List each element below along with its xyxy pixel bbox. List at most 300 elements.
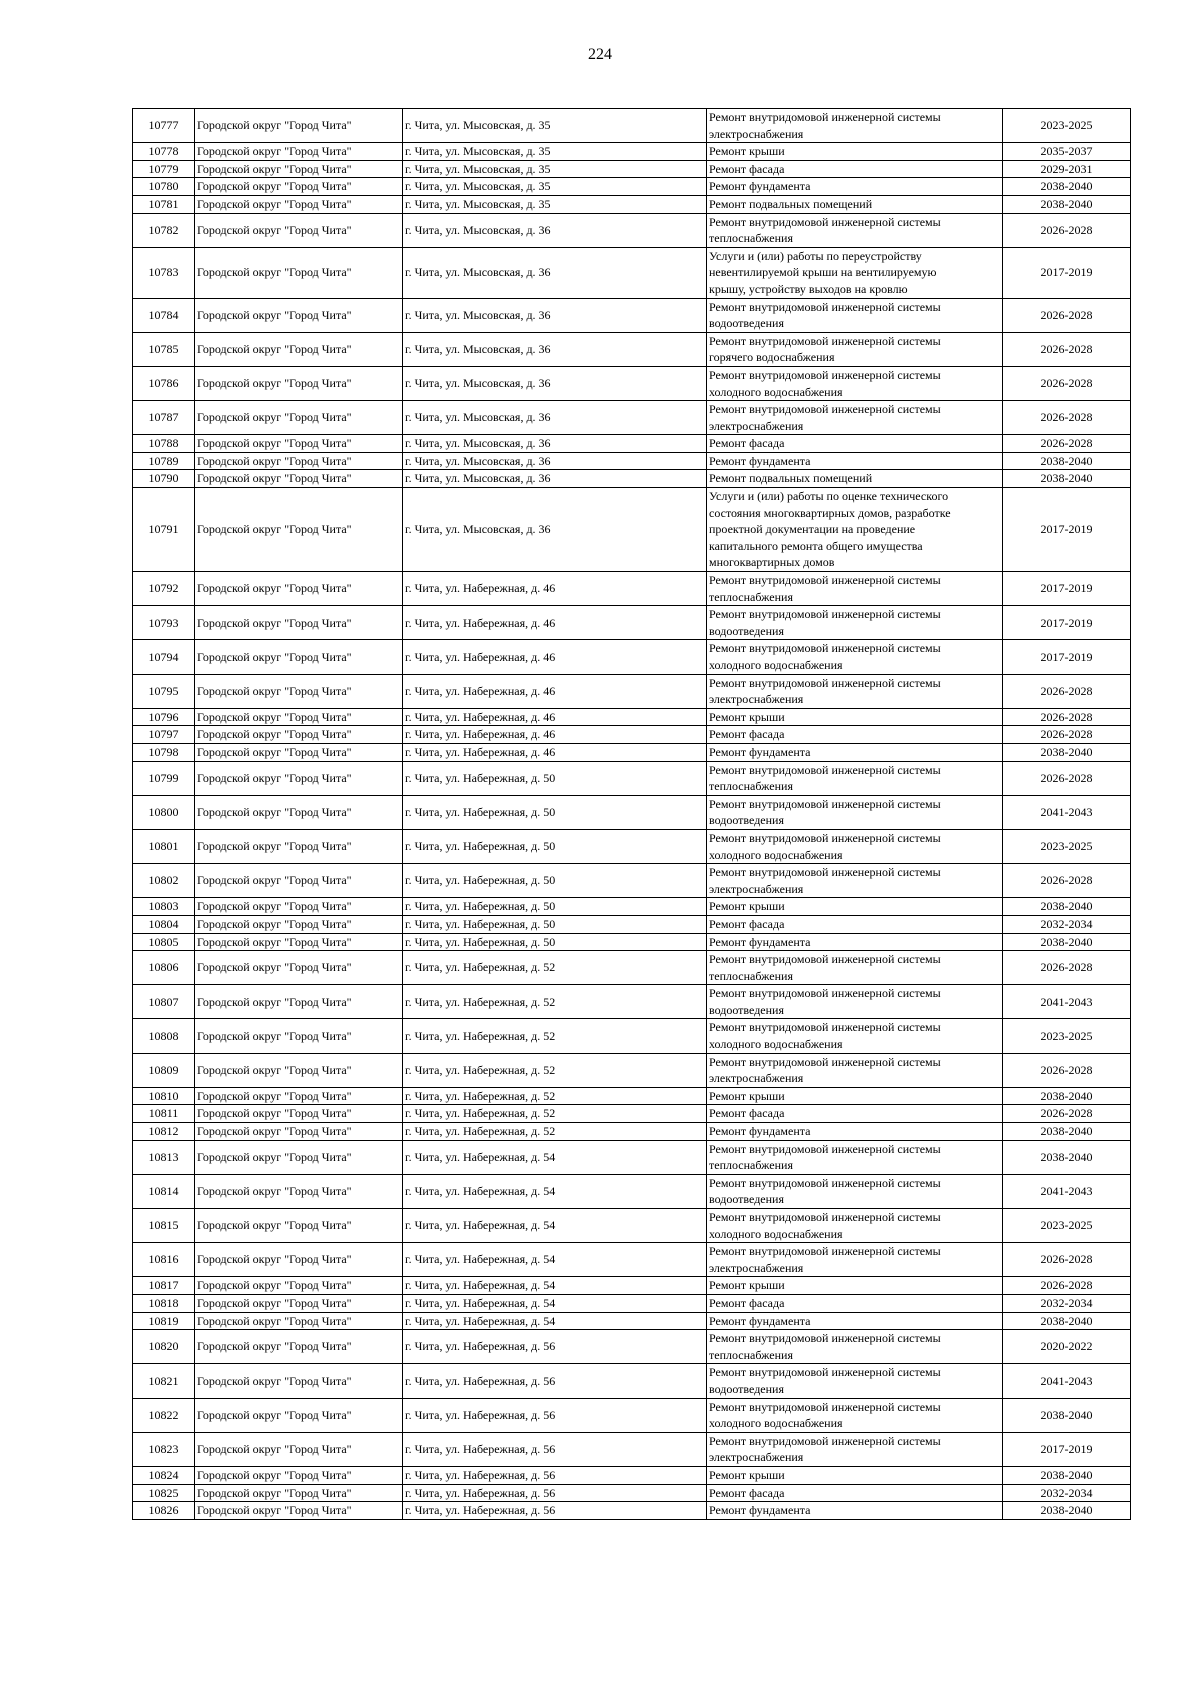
municipality-cell: Городской округ "Город Чита" xyxy=(195,178,403,196)
municipality-cell: Городской округ "Город Чита" xyxy=(195,915,403,933)
address-cell: г. Чита, ул. Мысовская, д. 36 xyxy=(403,470,707,488)
row-number-cell: 10808 xyxy=(133,1019,195,1053)
row-number-cell: 10817 xyxy=(133,1277,195,1295)
row-number-cell: 10813 xyxy=(133,1140,195,1174)
work-type-cell: Ремонт фасада xyxy=(707,726,1003,744)
table-row xyxy=(133,985,1131,1019)
period-cell: 2038-2040 xyxy=(1003,933,1131,951)
address-cell: г. Чита, ул. Набережная, д. 50 xyxy=(403,761,707,795)
address-cell: г. Чита, ул. Набережная, д. 50 xyxy=(403,829,707,863)
municipality-cell: Городской округ "Город Чита" xyxy=(195,933,403,951)
municipality-cell: Городской округ "Город Чита" xyxy=(195,143,403,161)
work-type-cell: Ремонт подвальных помещений xyxy=(707,195,1003,213)
page-number: 224 xyxy=(588,46,612,63)
table-row xyxy=(133,606,1131,640)
table-row xyxy=(133,1105,1131,1123)
municipality-cell: Городской округ "Город Чита" xyxy=(195,985,403,1019)
municipality-cell: Городской округ "Город Чита" xyxy=(195,435,403,453)
address-cell: г. Чита, ул. Набережная, д. 56 xyxy=(403,1466,707,1484)
work-type-cell: Ремонт фундамента xyxy=(707,1312,1003,1330)
municipality-cell: Городской округ "Город Чита" xyxy=(195,674,403,708)
table-row xyxy=(133,898,1131,916)
period-cell: 2035-2037 xyxy=(1003,143,1131,161)
row-number-cell: 10796 xyxy=(133,708,195,726)
work-type-cell: Ремонт внутридомовой инженерной системы теплоснабжения xyxy=(707,1140,1003,1174)
address-cell: г. Чита, ул. Набережная, д. 50 xyxy=(403,795,707,829)
municipality-cell: Городской округ "Город Чита" xyxy=(195,606,403,640)
address-cell: г. Чита, ул. Набережная, д. 46 xyxy=(403,572,707,606)
period-cell: 2023-2025 xyxy=(1003,829,1131,863)
work-type-cell: Ремонт внутридомовой инженерной системы электроснабжения xyxy=(707,1053,1003,1087)
address-cell: г. Чита, ул. Набережная, д. 56 xyxy=(403,1364,707,1398)
work-type-cell: Ремонт фасада xyxy=(707,915,1003,933)
table-row xyxy=(133,572,1131,606)
period-cell: 2032-2034 xyxy=(1003,1294,1131,1312)
period-cell: 2038-2040 xyxy=(1003,178,1131,196)
address-cell: г. Чита, ул. Набережная, д. 46 xyxy=(403,708,707,726)
table-row xyxy=(133,933,1131,951)
work-type-cell: Ремонт крыши xyxy=(707,143,1003,161)
address-cell: г. Чита, ул. Мысовская, д. 36 xyxy=(403,452,707,470)
table-row xyxy=(133,1277,1131,1295)
period-cell: 2026-2028 xyxy=(1003,1277,1131,1295)
address-cell: г. Чита, ул. Мысовская, д. 36 xyxy=(403,435,707,453)
period-cell: 2026-2028 xyxy=(1003,1105,1131,1123)
municipality-cell: Городской округ "Город Чита" xyxy=(195,829,403,863)
work-type-cell: Ремонт внутридомовой инженерной системы водоотведения xyxy=(707,795,1003,829)
address-cell: г. Чита, ул. Мысовская, д. 35 xyxy=(403,178,707,196)
address-cell: г. Чита, ул. Набережная, д. 52 xyxy=(403,1053,707,1087)
row-number-cell: 10785 xyxy=(133,332,195,366)
table-row xyxy=(133,1140,1131,1174)
period-cell: 2026-2028 xyxy=(1003,951,1131,985)
work-type-cell: Ремонт внутридомовой инженерной системы электроснабжения xyxy=(707,1243,1003,1277)
municipality-cell: Городской округ "Город Чита" xyxy=(195,1053,403,1087)
period-cell: 2017-2019 xyxy=(1003,606,1131,640)
municipality-cell: Городской округ "Город Чита" xyxy=(195,1140,403,1174)
table-row xyxy=(133,143,1131,161)
address-cell: г. Чита, ул. Мысовская, д. 35 xyxy=(403,109,707,143)
municipality-cell: Городской округ "Город Чита" xyxy=(195,898,403,916)
address-cell: г. Чита, ул. Набережная, д. 56 xyxy=(403,1484,707,1502)
work-type-cell: Ремонт внутридомовой инженерной системы электроснабжения xyxy=(707,864,1003,898)
row-number-cell: 10788 xyxy=(133,435,195,453)
municipality-cell: Городской округ "Город Чита" xyxy=(195,1330,403,1364)
row-number-cell: 10789 xyxy=(133,452,195,470)
period-cell: 2026-2028 xyxy=(1003,366,1131,400)
municipality-cell: Городской округ "Город Чита" xyxy=(195,366,403,400)
table-row xyxy=(133,178,1131,196)
table-row xyxy=(133,1484,1131,1502)
table-row xyxy=(133,795,1131,829)
work-type-cell: Ремонт внутридомовой инженерной системы горячего водоснабжения xyxy=(707,332,1003,366)
municipality-cell: Городской округ "Город Чита" xyxy=(195,708,403,726)
municipality-cell: Городской округ "Город Чита" xyxy=(195,1105,403,1123)
address-cell: г. Чита, ул. Мысовская, д. 36 xyxy=(403,332,707,366)
work-type-cell: Ремонт внутридомовой инженерной системы холодного водоснабжения xyxy=(707,1209,1003,1243)
table-row xyxy=(133,1330,1131,1364)
municipality-cell: Городской округ "Город Чита" xyxy=(195,1398,403,1432)
row-number-cell: 10818 xyxy=(133,1294,195,1312)
row-number-cell: 10820 xyxy=(133,1330,195,1364)
work-type-cell: Ремонт крыши xyxy=(707,898,1003,916)
row-number-cell: 10787 xyxy=(133,401,195,435)
period-cell: 2026-2028 xyxy=(1003,435,1131,453)
work-type-cell: Ремонт внутридомовой инженерной системы теплоснабжения xyxy=(707,761,1003,795)
municipality-cell: Городской округ "Город Чита" xyxy=(195,1019,403,1053)
row-number-cell: 10783 xyxy=(133,247,195,298)
work-type-cell: Ремонт фундамента xyxy=(707,1502,1003,1520)
period-cell: 2038-2040 xyxy=(1003,1312,1131,1330)
period-cell: 2038-2040 xyxy=(1003,195,1131,213)
address-cell: г. Чита, ул. Набережная, д. 52 xyxy=(403,951,707,985)
work-type-cell: Ремонт внутридомовой инженерной системы водоотведения xyxy=(707,1174,1003,1208)
period-cell: 2026-2028 xyxy=(1003,1243,1131,1277)
work-type-cell: Ремонт внутридомовой инженерной системы теплоснабжения xyxy=(707,572,1003,606)
period-cell: 2041-2043 xyxy=(1003,795,1131,829)
row-number-cell: 10803 xyxy=(133,898,195,916)
address-cell: г. Чита, ул. Набережная, д. 52 xyxy=(403,1105,707,1123)
municipality-cell: Городской округ "Город Чита" xyxy=(195,761,403,795)
work-type-cell: Ремонт внутридомовой инженерной системы холодного водоснабжения xyxy=(707,1398,1003,1432)
table-row xyxy=(133,1174,1131,1208)
work-type-cell: Ремонт фундамента xyxy=(707,1123,1003,1141)
table-row xyxy=(133,470,1131,488)
municipality-cell: Городской округ "Город Чита" xyxy=(195,160,403,178)
row-number-cell: 10790 xyxy=(133,470,195,488)
municipality-cell: Городской округ "Город Чита" xyxy=(195,195,403,213)
table-row xyxy=(133,640,1131,674)
period-cell: 2026-2028 xyxy=(1003,726,1131,744)
address-cell: г. Чита, ул. Набережная, д. 52 xyxy=(403,1123,707,1141)
work-type-cell: Ремонт внутридомовой инженерной системы холодного водоснабжения xyxy=(707,366,1003,400)
municipality-cell: Городской округ "Город Чита" xyxy=(195,1174,403,1208)
work-type-cell: Ремонт фасада xyxy=(707,435,1003,453)
address-cell: г. Чита, ул. Набережная, д. 54 xyxy=(403,1174,707,1208)
table-row xyxy=(133,1364,1131,1398)
address-cell: г. Чита, ул. Набережная, д. 54 xyxy=(403,1209,707,1243)
period-cell: 2026-2028 xyxy=(1003,332,1131,366)
address-cell: г. Чита, ул. Набережная, д. 46 xyxy=(403,743,707,761)
table-row xyxy=(133,160,1131,178)
period-cell: 2026-2028 xyxy=(1003,674,1131,708)
period-cell: 2038-2040 xyxy=(1003,1466,1131,1484)
address-cell: г. Чита, ул. Мысовская, д. 36 xyxy=(403,488,707,572)
row-number-cell: 10809 xyxy=(133,1053,195,1087)
municipality-cell: Городской округ "Город Чита" xyxy=(195,452,403,470)
row-number-cell: 10791 xyxy=(133,488,195,572)
table-row xyxy=(133,708,1131,726)
row-number-cell: 10799 xyxy=(133,761,195,795)
period-cell: 2026-2028 xyxy=(1003,1053,1131,1087)
row-number-cell: 10807 xyxy=(133,985,195,1019)
municipality-cell: Городской округ "Город Чита" xyxy=(195,401,403,435)
period-cell: 2038-2040 xyxy=(1003,1502,1131,1520)
table-row xyxy=(133,452,1131,470)
table-body xyxy=(133,109,1131,1520)
period-cell: 2038-2040 xyxy=(1003,898,1131,916)
period-cell: 2026-2028 xyxy=(1003,708,1131,726)
address-cell: г. Чита, ул. Мысовская, д. 36 xyxy=(403,213,707,247)
period-cell: 2017-2019 xyxy=(1003,572,1131,606)
table-row xyxy=(133,1123,1131,1141)
table-row xyxy=(133,488,1131,572)
table-row xyxy=(133,1243,1131,1277)
period-cell: 2020-2022 xyxy=(1003,1330,1131,1364)
address-cell: г. Чита, ул. Набережная, д. 56 xyxy=(403,1432,707,1466)
row-number-cell: 10777 xyxy=(133,109,195,143)
period-cell: 2023-2025 xyxy=(1003,1019,1131,1053)
work-type-cell: Ремонт крыши xyxy=(707,1087,1003,1105)
work-type-cell: Ремонт внутридомовой инженерной системы водоотведения xyxy=(707,606,1003,640)
table-row xyxy=(133,195,1131,213)
row-number-cell: 10802 xyxy=(133,864,195,898)
row-number-cell: 10795 xyxy=(133,674,195,708)
row-number-cell: 10782 xyxy=(133,213,195,247)
table-row xyxy=(133,951,1131,985)
row-number-cell: 10812 xyxy=(133,1123,195,1141)
municipality-cell: Городской округ "Город Чита" xyxy=(195,726,403,744)
row-number-cell: 10811 xyxy=(133,1105,195,1123)
row-number-cell: 10804 xyxy=(133,915,195,933)
table-row xyxy=(133,864,1131,898)
address-cell: г. Чита, ул. Мысовская, д. 35 xyxy=(403,143,707,161)
municipality-cell: Городской округ "Город Чита" xyxy=(195,488,403,572)
address-cell: г. Чита, ул. Набережная, д. 50 xyxy=(403,864,707,898)
address-cell: г. Чита, ул. Набережная, д. 50 xyxy=(403,933,707,951)
table-row xyxy=(133,401,1131,435)
address-cell: г. Чита, ул. Набережная, д. 46 xyxy=(403,606,707,640)
period-cell: 2038-2040 xyxy=(1003,470,1131,488)
table-row xyxy=(133,915,1131,933)
row-number-cell: 10810 xyxy=(133,1087,195,1105)
row-number-cell: 10815 xyxy=(133,1209,195,1243)
row-number-cell: 10780 xyxy=(133,178,195,196)
municipality-cell: Городской округ "Город Чита" xyxy=(195,1432,403,1466)
period-cell: 2026-2028 xyxy=(1003,761,1131,795)
row-number-cell: 10793 xyxy=(133,606,195,640)
period-cell: 2017-2019 xyxy=(1003,1432,1131,1466)
row-number-cell: 10778 xyxy=(133,143,195,161)
work-type-cell: Ремонт фасада xyxy=(707,1484,1003,1502)
municipality-cell: Городской округ "Город Чита" xyxy=(195,213,403,247)
row-number-cell: 10806 xyxy=(133,951,195,985)
table-row xyxy=(133,761,1131,795)
row-number-cell: 10798 xyxy=(133,743,195,761)
table-row xyxy=(133,366,1131,400)
period-cell: 2026-2028 xyxy=(1003,213,1131,247)
table-row xyxy=(133,109,1131,143)
period-cell: 2041-2043 xyxy=(1003,985,1131,1019)
work-type-cell: Ремонт внутридомовой инженерной системы холодного водоснабжения xyxy=(707,640,1003,674)
work-type-cell: Ремонт внутридомовой инженерной системы электроснабжения xyxy=(707,1432,1003,1466)
period-cell: 2023-2025 xyxy=(1003,1209,1131,1243)
work-type-cell: Ремонт внутридомовой инженерной системы теплоснабжения xyxy=(707,1330,1003,1364)
row-number-cell: 10786 xyxy=(133,366,195,400)
municipality-cell: Городской округ "Город Чита" xyxy=(195,743,403,761)
address-cell: г. Чита, ул. Набережная, д. 46 xyxy=(403,726,707,744)
municipality-cell: Городской округ "Город Чита" xyxy=(195,1277,403,1295)
work-type-cell: Услуги и (или) работы по оценке технического состояния многоквартирных домов, разработке проектной документации на проведение капитального ремонта общего имущества многоквартирных домов xyxy=(707,488,1003,572)
work-type-cell: Ремонт внутридомовой инженерной системы водоотведения xyxy=(707,985,1003,1019)
municipality-cell: Городской округ "Город Чита" xyxy=(195,1484,403,1502)
municipality-cell: Городской округ "Город Чита" xyxy=(195,470,403,488)
address-cell: г. Чита, ул. Мысовская, д. 35 xyxy=(403,160,707,178)
municipality-cell: Городской округ "Город Чита" xyxy=(195,247,403,298)
work-type-cell: Ремонт внутридомовой инженерной системы водоотведения xyxy=(707,1364,1003,1398)
period-cell: 2017-2019 xyxy=(1003,247,1131,298)
address-cell: г. Чита, ул. Набережная, д. 50 xyxy=(403,898,707,916)
table-row xyxy=(133,1053,1131,1087)
period-cell: 2038-2040 xyxy=(1003,1123,1131,1141)
period-cell: 2041-2043 xyxy=(1003,1174,1131,1208)
period-cell: 2041-2043 xyxy=(1003,1364,1131,1398)
row-number-cell: 10781 xyxy=(133,195,195,213)
table-row xyxy=(133,743,1131,761)
municipality-cell: Городской округ "Город Чита" xyxy=(195,1364,403,1398)
municipality-cell: Городской округ "Город Чита" xyxy=(195,1502,403,1520)
row-number-cell: 10816 xyxy=(133,1243,195,1277)
row-number-cell: 10805 xyxy=(133,933,195,951)
period-cell: 2026-2028 xyxy=(1003,401,1131,435)
table-row xyxy=(133,1294,1131,1312)
table-row xyxy=(133,1019,1131,1053)
table-row xyxy=(133,1087,1131,1105)
work-type-cell: Ремонт подвальных помещений xyxy=(707,470,1003,488)
work-type-cell: Ремонт крыши xyxy=(707,1277,1003,1295)
address-cell: г. Чита, ул. Набережная, д. 56 xyxy=(403,1398,707,1432)
table-row xyxy=(133,1432,1131,1466)
municipality-cell: Городской округ "Город Чита" xyxy=(195,109,403,143)
period-cell: 2038-2040 xyxy=(1003,452,1131,470)
table-row xyxy=(133,674,1131,708)
row-number-cell: 10794 xyxy=(133,640,195,674)
municipality-cell: Городской округ "Город Чита" xyxy=(195,640,403,674)
work-type-cell: Ремонт внутридомовой инженерной системы холодного водоснабжения xyxy=(707,829,1003,863)
table-row xyxy=(133,1209,1131,1243)
row-number-cell: 10797 xyxy=(133,726,195,744)
work-type-cell: Ремонт фасада xyxy=(707,160,1003,178)
table-row xyxy=(133,1312,1131,1330)
row-number-cell: 10821 xyxy=(133,1364,195,1398)
work-type-cell: Ремонт внутридомовой инженерной системы водоотведения xyxy=(707,298,1003,332)
period-cell: 2017-2019 xyxy=(1003,640,1131,674)
period-cell: 2032-2034 xyxy=(1003,1484,1131,1502)
work-type-cell: Ремонт внутридомовой инженерной системы холодного водоснабжения xyxy=(707,1019,1003,1053)
period-cell: 2038-2040 xyxy=(1003,1398,1131,1432)
address-cell: г. Чита, ул. Набережная, д. 52 xyxy=(403,1087,707,1105)
period-cell: 2023-2025 xyxy=(1003,109,1131,143)
row-number-cell: 10800 xyxy=(133,795,195,829)
table-row xyxy=(133,829,1131,863)
period-cell: 2026-2028 xyxy=(1003,298,1131,332)
row-number-cell: 10801 xyxy=(133,829,195,863)
row-number-cell: 10779 xyxy=(133,160,195,178)
address-cell: г. Чита, ул. Набережная, д. 54 xyxy=(403,1140,707,1174)
row-number-cell: 10784 xyxy=(133,298,195,332)
address-cell: г. Чита, ул. Набережная, д. 50 xyxy=(403,915,707,933)
municipality-cell: Городской округ "Город Чита" xyxy=(195,332,403,366)
row-number-cell: 10822 xyxy=(133,1398,195,1432)
table-row xyxy=(133,213,1131,247)
work-type-cell: Ремонт фундамента xyxy=(707,743,1003,761)
municipality-cell: Городской округ "Город Чита" xyxy=(195,1087,403,1105)
address-cell: г. Чита, ул. Набережная, д. 56 xyxy=(403,1330,707,1364)
work-type-cell: Ремонт внутридомовой инженерной системы теплоснабжения xyxy=(707,951,1003,985)
work-type-cell: Ремонт фасада xyxy=(707,1105,1003,1123)
work-type-cell: Ремонт внутридомовой инженерной системы электроснабжения xyxy=(707,109,1003,143)
table-row xyxy=(133,726,1131,744)
work-type-cell: Услуги и (или) работы по переустройству невентилируемой крыши на вентилируемую крышу, устройству выходов на кровлю xyxy=(707,247,1003,298)
address-cell: г. Чита, ул. Набережная, д. 56 xyxy=(403,1502,707,1520)
work-type-cell: Ремонт внутридомовой инженерной системы теплоснабжения xyxy=(707,213,1003,247)
address-cell: г. Чита, ул. Набережная, д. 54 xyxy=(403,1294,707,1312)
row-number-cell: 10792 xyxy=(133,572,195,606)
row-number-cell: 10826 xyxy=(133,1502,195,1520)
municipality-cell: Городской округ "Город Чита" xyxy=(195,572,403,606)
address-cell: г. Чита, ул. Мысовская, д. 35 xyxy=(403,195,707,213)
repair-schedule-table xyxy=(132,108,1131,1520)
municipality-cell: Городской округ "Город Чита" xyxy=(195,951,403,985)
table-row xyxy=(133,332,1131,366)
address-cell: г. Чита, ул. Набережная, д. 54 xyxy=(403,1277,707,1295)
table-row xyxy=(133,1398,1131,1432)
work-type-cell: Ремонт фундамента xyxy=(707,452,1003,470)
municipality-cell: Городской округ "Город Чита" xyxy=(195,864,403,898)
address-cell: г. Чита, ул. Мысовская, д. 36 xyxy=(403,401,707,435)
row-number-cell: 10823 xyxy=(133,1432,195,1466)
address-cell: г. Чита, ул. Набережная, д. 46 xyxy=(403,640,707,674)
municipality-cell: Городской округ "Город Чита" xyxy=(195,1312,403,1330)
work-type-cell: Ремонт фундамента xyxy=(707,933,1003,951)
period-cell: 2029-2031 xyxy=(1003,160,1131,178)
row-number-cell: 10819 xyxy=(133,1312,195,1330)
municipality-cell: Городской округ "Город Чита" xyxy=(195,1243,403,1277)
address-cell: г. Чита, ул. Набережная, д. 54 xyxy=(403,1312,707,1330)
work-type-cell: Ремонт крыши xyxy=(707,1466,1003,1484)
work-type-cell: Ремонт внутридомовой инженерной системы электроснабжения xyxy=(707,401,1003,435)
municipality-cell: Городской округ "Город Чита" xyxy=(195,298,403,332)
period-cell: 2017-2019 xyxy=(1003,488,1131,572)
row-number-cell: 10814 xyxy=(133,1174,195,1208)
work-type-cell: Ремонт фундамента xyxy=(707,178,1003,196)
municipality-cell: Городской округ "Город Чита" xyxy=(195,795,403,829)
work-type-cell: Ремонт внутридомовой инженерной системы электроснабжения xyxy=(707,674,1003,708)
work-type-cell: Ремонт фасада xyxy=(707,1294,1003,1312)
municipality-cell: Городской округ "Город Чита" xyxy=(195,1294,403,1312)
table-row xyxy=(133,298,1131,332)
period-cell: 2038-2040 xyxy=(1003,1140,1131,1174)
municipality-cell: Городской округ "Город Чита" xyxy=(195,1123,403,1141)
period-cell: 2032-2034 xyxy=(1003,915,1131,933)
table-row xyxy=(133,247,1131,298)
address-cell: г. Чита, ул. Набережная, д. 52 xyxy=(403,985,707,1019)
address-cell: г. Чита, ул. Набережная, д. 54 xyxy=(403,1243,707,1277)
address-cell: г. Чита, ул. Мысовская, д. 36 xyxy=(403,247,707,298)
address-cell: г. Чита, ул. Мысовская, д. 36 xyxy=(403,366,707,400)
address-cell: г. Чита, ул. Набережная, д. 46 xyxy=(403,674,707,708)
municipality-cell: Городской округ "Город Чита" xyxy=(195,1466,403,1484)
work-type-cell: Ремонт крыши xyxy=(707,708,1003,726)
period-cell: 2038-2040 xyxy=(1003,743,1131,761)
period-cell: 2026-2028 xyxy=(1003,864,1131,898)
table-row xyxy=(133,1466,1131,1484)
row-number-cell: 10825 xyxy=(133,1484,195,1502)
municipality-cell: Городской округ "Город Чита" xyxy=(195,1209,403,1243)
table-row xyxy=(133,1502,1131,1520)
address-cell: г. Чита, ул. Мысовская, д. 36 xyxy=(403,298,707,332)
address-cell: г. Чита, ул. Набережная, д. 52 xyxy=(403,1019,707,1053)
